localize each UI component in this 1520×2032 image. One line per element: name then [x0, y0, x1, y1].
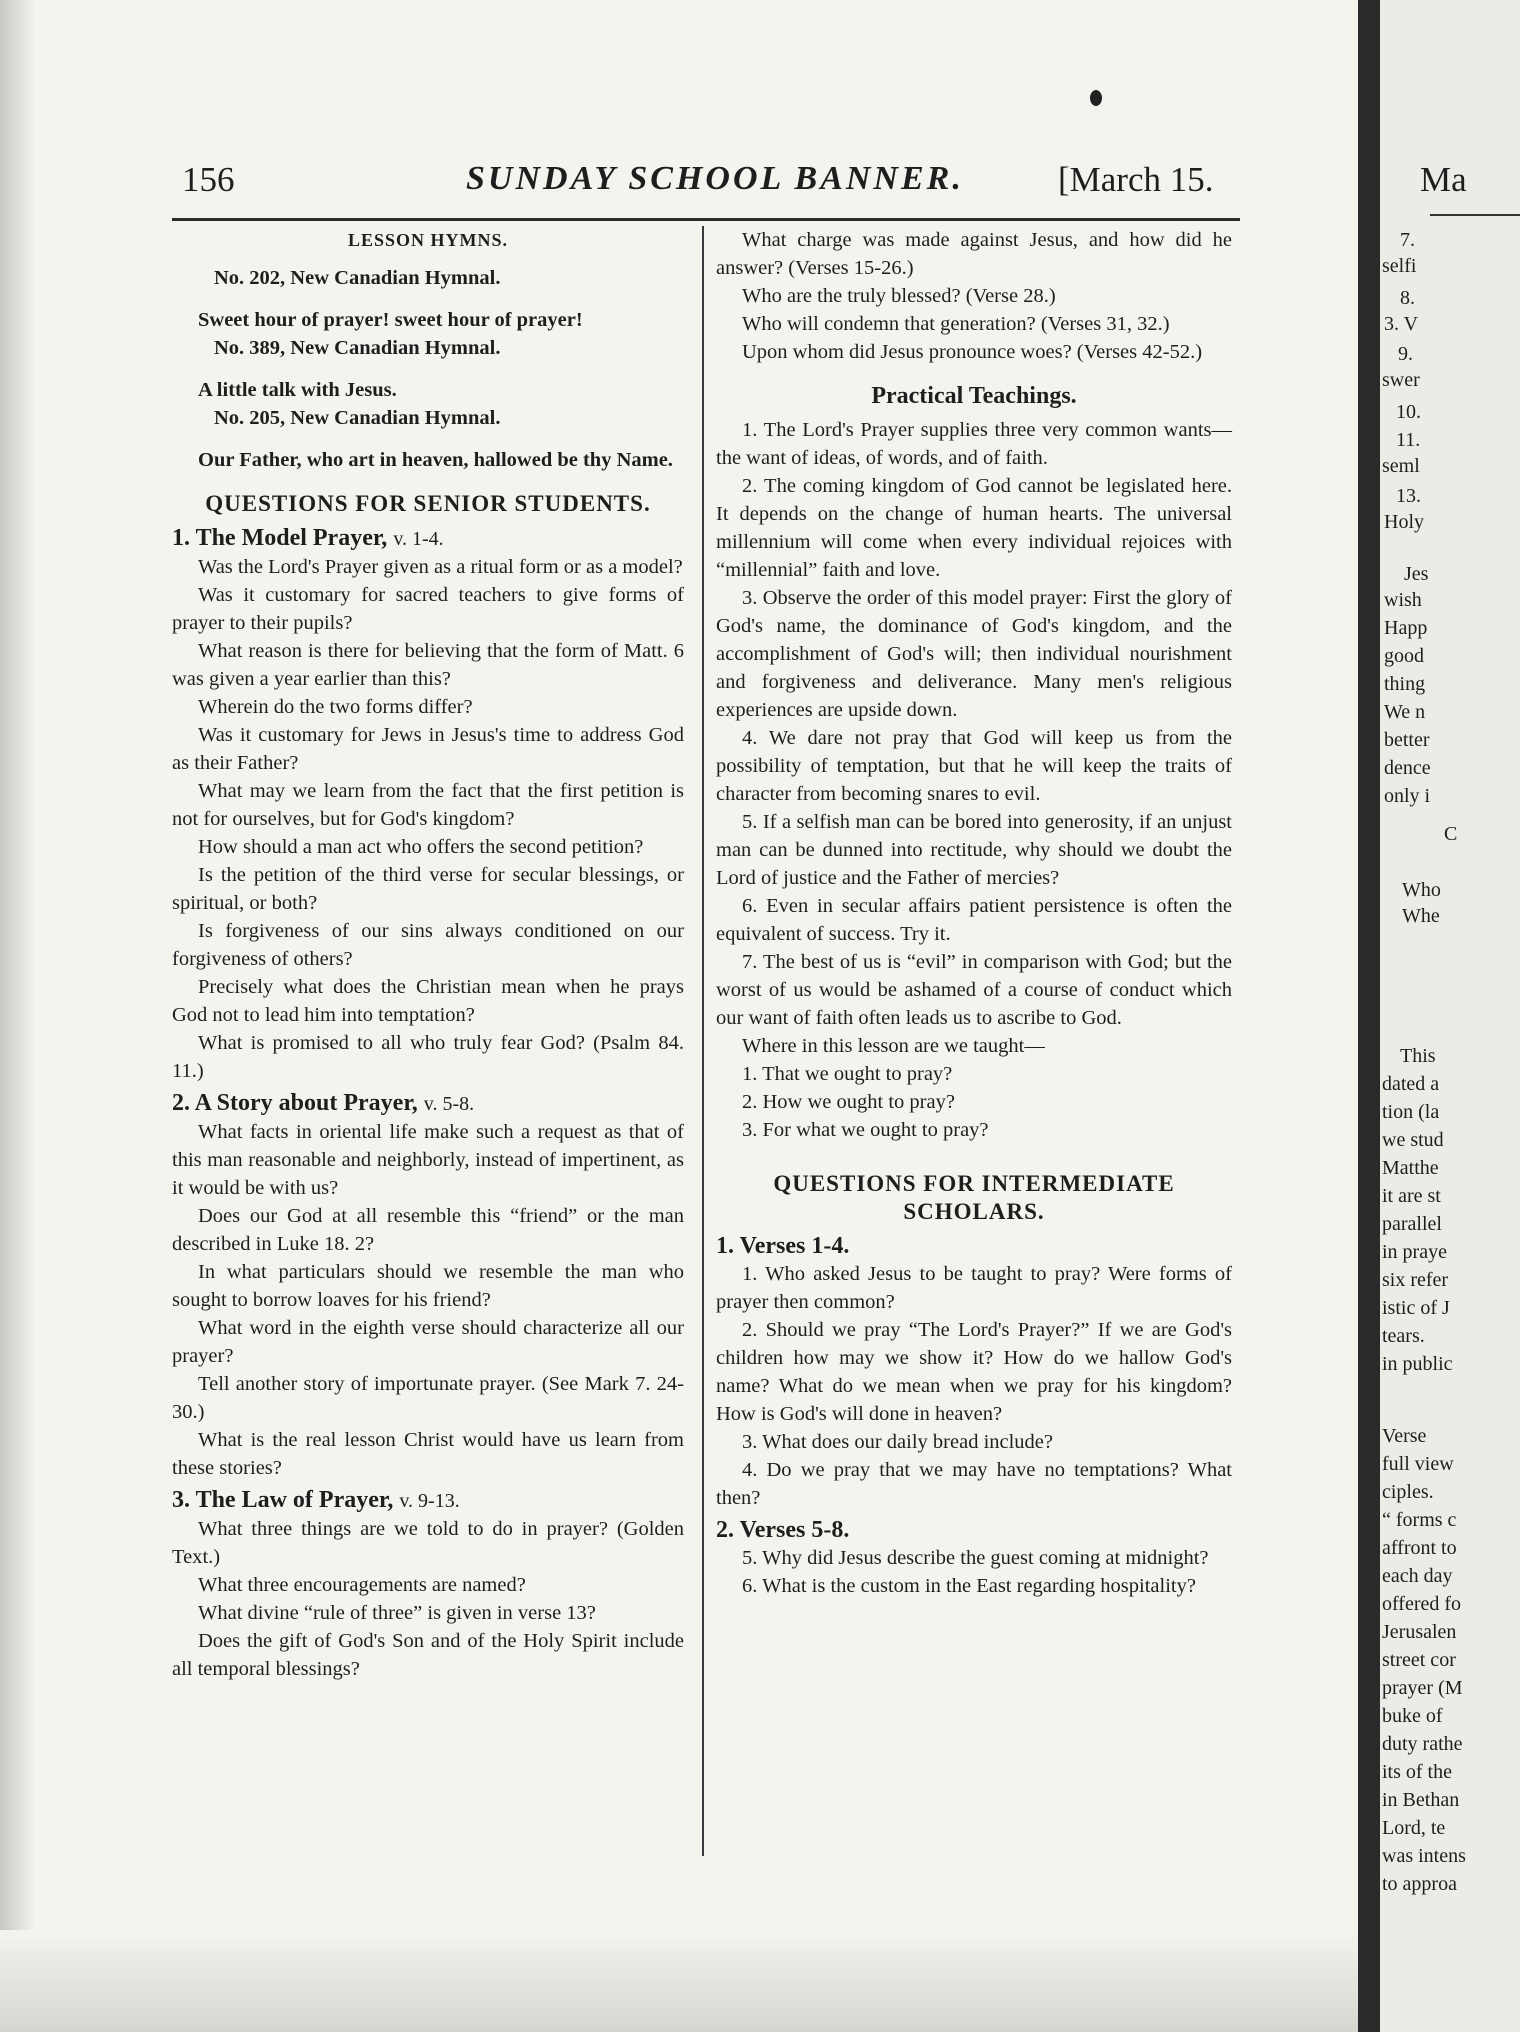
facing-page-text: dence	[1384, 757, 1431, 779]
teaching-item: 2. The coming kingdom of God cannot be legislated here. It depends on the change of human hearts. The universal millennium will come when every individual rejoices with “millennial” faith and love.	[716, 475, 1232, 581]
question: Upon whom did Jesus pronounce woes? (Verses 42-52.)	[742, 341, 1203, 363]
facing-page-text: tears.	[1382, 1325, 1425, 1347]
continued-questions	[716, 226, 1232, 366]
facing-page-text: Jes	[1404, 563, 1429, 585]
intermediate-heading-line1: QUESTIONS FOR INTERMEDIATE	[773, 1171, 1175, 1196]
question: Was it customary for sacred teachers to give forms of prayer to their pupils?	[172, 584, 684, 634]
facing-page-text: dated a	[1382, 1073, 1440, 1095]
facing-page-text: 7.	[1400, 229, 1415, 251]
facing-page-text: in praye	[1382, 1241, 1447, 1263]
section-reference: v. 9-13.	[399, 1490, 460, 1512]
facing-page-text: swer	[1382, 369, 1420, 391]
where-taught-item: 3. For what we ought to pray?	[742, 1119, 989, 1141]
facing-page-text: Lord, te	[1382, 1817, 1446, 1839]
question: Tell another story of importunate prayer. (See Mark 7. 24-30.)	[172, 1373, 684, 1423]
facing-page-text: 8.	[1400, 287, 1415, 309]
facing-page-text: offered fo	[1382, 1593, 1462, 1615]
facing-page-text: good	[1384, 645, 1424, 667]
question: What three things are we told to do in prayer? (Golden Text.)	[172, 1518, 684, 1568]
where-taught-list	[716, 1060, 1232, 1144]
facing-page-text: in Bethan	[1382, 1789, 1460, 1811]
facing-page-text: thing	[1384, 673, 1426, 695]
section-title: 2. A Story about Prayer,	[172, 1090, 424, 1116]
facing-page-text: 10.	[1396, 401, 1421, 423]
hymn-line: Our Father, who art in heaven, hallowed be thy Name.	[198, 449, 673, 471]
question: 3. What does our daily bread include?	[742, 1431, 1054, 1453]
facing-page-text: better	[1384, 729, 1430, 751]
lesson-hymns-heading: LESSON HYMNS.	[347, 230, 509, 250]
question: What may we learn from the fact that the first petition is not for ourselves, but for God's kingdom?	[172, 780, 684, 830]
book-gutter	[1358, 0, 1380, 2032]
where-taught-item: 2. How we ought to pray?	[742, 1091, 955, 1113]
column-divider	[702, 226, 704, 1856]
teaching-item: 3. Observe the order of this model prayer: First the glory of God's name, the dominance of God's kingdom, and the accomplishment of God's will; then individual nourishment and forgiveness and deliverance. Many men's religious experiences are upside down.	[716, 587, 1232, 721]
question: Is forgiveness of our sins always conditioned on our forgiveness of others?	[172, 920, 684, 970]
question: Was it customary for Jews in Jesus's time to address God as their Father?	[172, 724, 684, 774]
teaching-item: 7. The best of us is “evil” in comparison with God; but the worst of us would be ashamed of a course of conduct which our want of faith often leads us to ascribe to God.	[716, 951, 1232, 1029]
facing-page-text: duty rathe	[1382, 1733, 1463, 1755]
section-heading	[172, 524, 684, 553]
question: What charge was made against Jesus, and how did he answer? (Verses 15-26.)	[716, 229, 1232, 279]
hymn-number: No. 202, New Canadian Hymnal.	[214, 267, 501, 289]
issue-date: [March 15.	[1058, 160, 1214, 199]
teaching-item: 5. If a selfish man can be bored into generosity, if an unjust man can be dunned into rectitude, why should we doubt the Lord of justice and the Father of mercies?	[716, 811, 1232, 889]
binding-shadow	[0, 0, 36, 2032]
question: Who will condemn that generation? (Verses 31, 32.)	[742, 313, 1170, 335]
question: Precisely what does the Christian mean when he prays God not to lead him into temptation?	[172, 976, 684, 1026]
facing-page-text: Holy	[1384, 511, 1424, 533]
facing-page-text: in public	[1382, 1353, 1453, 1375]
facing-page-rule	[1430, 214, 1520, 216]
section-reference: v. 5-8.	[423, 1093, 475, 1115]
hymn-line: Sweet hour of prayer! sweet hour of prayer!	[198, 309, 583, 331]
senior-sections	[172, 524, 684, 1683]
question: 2. Should we pray “The Lord's Prayer?” If we are God's children how may we show it? How do we hallow God's name? What do we mean when we pray for his kingdom? How is God's will done in heaven?	[716, 1319, 1232, 1425]
question: Does our God at all resemble this “friend” or the man described in Luke 18. 2?	[172, 1205, 684, 1255]
facing-page-header: Ma	[1420, 160, 1467, 199]
intermediate-sections	[716, 1232, 1232, 1600]
section-title: 3. The Law of Prayer,	[172, 1487, 400, 1513]
bottom-shadow	[0, 1930, 1358, 2032]
question: What word in the eighth verse should characterize all our prayer?	[172, 1317, 684, 1367]
question: Is the petition of the third verse for secular blessings, or spiritual, or both?	[172, 864, 684, 914]
facing-page-text: 11.	[1396, 429, 1421, 451]
facing-page-text: each day	[1382, 1565, 1453, 1587]
facing-page-text: its of the	[1382, 1761, 1452, 1783]
facing-page-fragment	[1380, 0, 1520, 2032]
facing-page-text: Whe	[1402, 905, 1440, 927]
question: What reason is there for believing that the form of Matt. 6 was given a year earlier than this?	[172, 640, 684, 690]
question: What is promised to all who truly fear God? (Psalm 84. 11.)	[172, 1032, 684, 1082]
page-number: 156	[182, 160, 235, 199]
teaching-item: 4. We dare not pray that God will keep us from the possibility of temptation, but that he will keep the traits of character from becoming snares to evil.	[716, 727, 1232, 805]
facing-page-text: affront to	[1382, 1537, 1457, 1559]
question: Who are the truly blessed? (Verse 28.)	[742, 285, 1056, 307]
running-title: SUNDAY SCHOOL BANNER.	[466, 160, 964, 197]
facing-page-text: Who	[1402, 879, 1441, 901]
ink-spot	[1090, 90, 1102, 106]
question: Does the gift of God's Son and of the Holy Spirit include all temporal blessings?	[172, 1630, 684, 1680]
facing-page-text: We n	[1384, 701, 1426, 723]
lesson-hymns-list	[172, 264, 684, 474]
question: What is the real lesson Christ would have us learn from these stories?	[172, 1429, 684, 1479]
header-rule	[172, 218, 1240, 221]
question: 1. Who asked Jesus to be taught to pray? Were forms of prayer then common?	[716, 1263, 1232, 1313]
question: 4. Do we pray that we may have no temptations? What then?	[716, 1459, 1232, 1509]
question: 6. What is the custom in the East regarding hospitality?	[742, 1575, 1196, 1597]
facing-page-text: street cor	[1382, 1649, 1456, 1671]
facing-page-text: to approa	[1382, 1873, 1457, 1895]
facing-page-text: This	[1400, 1045, 1436, 1067]
section-reference: v. 1-4.	[393, 528, 444, 550]
facing-page-text: 9.	[1398, 343, 1413, 365]
facing-page-text: istic of J	[1382, 1297, 1450, 1319]
section-heading	[172, 1486, 684, 1515]
facing-page-text: 13.	[1396, 485, 1421, 507]
facing-page-text: 3. V	[1384, 313, 1419, 335]
question: What divine “rule of three” is given in verse 13?	[198, 1602, 596, 1624]
question: 5. Why did Jesus describe the guest coming at midnight?	[742, 1547, 1209, 1569]
question: Was the Lord's Prayer given as a ritual form or as a model?	[198, 556, 683, 578]
left-column	[172, 226, 684, 1683]
facing-page-text: C	[1444, 823, 1458, 845]
where-taught-item: 1. That we ought to pray?	[742, 1063, 953, 1085]
hymn-number: No. 205, New Canadian Hymnal.	[214, 407, 501, 429]
hymn-number: No. 389, New Canadian Hymnal.	[214, 337, 501, 359]
facing-page-text: Jerusalen	[1382, 1621, 1457, 1643]
facing-page-text: wish	[1384, 589, 1422, 611]
teaching-item: 6. Even in secular affairs patient persistence is often the equivalent of success. Try it.	[716, 895, 1232, 945]
hymn-line: A little talk with Jesus.	[198, 379, 397, 401]
question: What three encouragements are named?	[198, 1574, 526, 1596]
where-taught-lead: Where in this lesson are we taught—	[742, 1035, 1045, 1057]
practical-teachings-list	[716, 416, 1232, 1032]
question: How should a man act who offers the second petition?	[198, 836, 644, 858]
facing-page-text: selfi	[1382, 255, 1417, 277]
section-title: 1. The Model Prayer,	[172, 525, 394, 551]
facing-page-text: Verse	[1382, 1425, 1427, 1447]
facing-page-text: prayer (M	[1382, 1677, 1463, 1699]
facing-page-text: only i	[1384, 785, 1431, 807]
senior-questions-heading: QUESTIONS FOR SENIOR STUDENTS.	[205, 491, 651, 516]
question: What facts in oriental life make such a request as that of this man reasonable and neighborly, instead of impertinent, as it would be with us?	[172, 1121, 684, 1199]
facing-page-text: buke of	[1382, 1705, 1443, 1727]
question: Wherein do the two forms differ?	[198, 696, 473, 718]
facing-page-text: we stud	[1382, 1129, 1444, 1151]
facing-page-text: parallel	[1382, 1213, 1442, 1235]
section-heading	[172, 1089, 684, 1118]
right-column	[716, 226, 1232, 1600]
teaching-item: 1. The Lord's Prayer supplies three very common wants—the want of ideas, of words, and of faith.	[716, 419, 1232, 469]
facing-page-text: full view	[1382, 1453, 1454, 1475]
facing-page-text: seml	[1382, 455, 1420, 477]
facing-page-text: “ forms c	[1382, 1509, 1457, 1531]
facing-page-text: ciples.	[1382, 1481, 1434, 1503]
facing-page-text: tion (la	[1382, 1101, 1440, 1123]
facing-page-text: Matthe	[1382, 1157, 1439, 1179]
practical-teachings-heading: Practical Teachings.	[871, 383, 1077, 409]
section-heading: 1. Verses 1-4.	[716, 1233, 850, 1259]
facing-page-text: it are st	[1382, 1185, 1441, 1207]
facing-page-text: six refer	[1382, 1269, 1449, 1291]
question: In what particulars should we resemble the man who sought to borrow loaves for his friend?	[172, 1261, 684, 1311]
facing-page-text: Happ	[1384, 617, 1428, 639]
section-heading: 2. Verses 5-8.	[716, 1517, 850, 1543]
facing-page-text: was intens	[1382, 1845, 1466, 1867]
intermediate-heading-line2: SCHOLARS.	[903, 1199, 1045, 1224]
